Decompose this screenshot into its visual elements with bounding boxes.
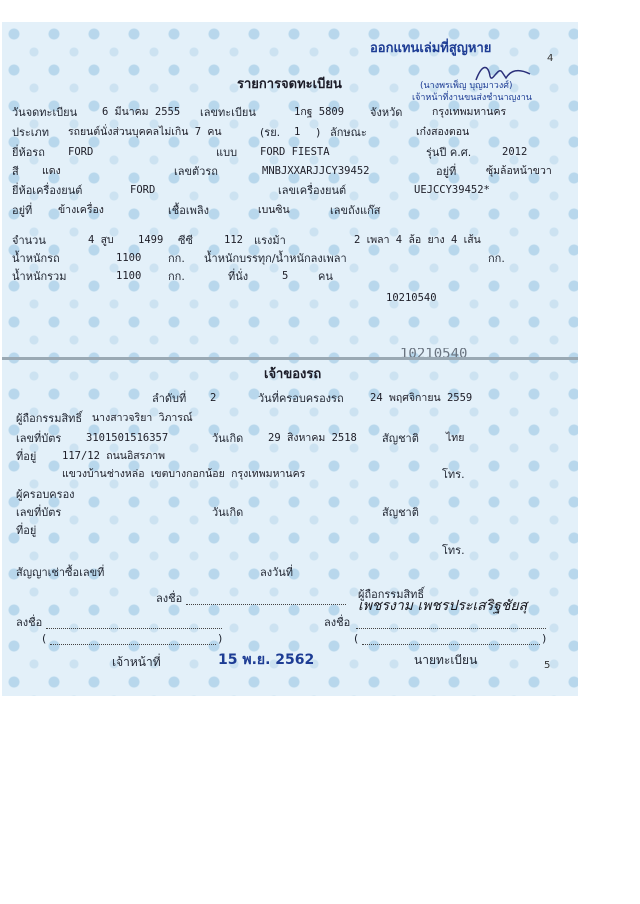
holder-sign-line — [186, 604, 346, 605]
owner-id-label: เลขที่บัตร — [16, 432, 62, 445]
plate-value: 1กฐ 5809 — [294, 106, 345, 118]
owner-address-line2: แขวงบ้านช่างหล่อ เขตบางกอกน้อย กรุงเทพมหานคร — [62, 468, 306, 480]
date-stamp: 15 พ.ย. 2562 — [218, 652, 315, 668]
rs-value: 1 — [294, 126, 301, 138]
model-label: แบบ — [216, 146, 238, 159]
year-label: รุ่นปี ค.ศ. — [426, 146, 472, 159]
stamp-officer-name: (นางพรเพ็ญ บุญมาวงศ์) — [420, 81, 513, 91]
reg-date-label: วันจดทะเบียน — [12, 106, 78, 119]
style-label: ลักษณะ — [330, 126, 367, 139]
reg-date-value: 6 มีนาคม 2555 — [102, 106, 181, 118]
load-unit: กก. — [488, 252, 505, 265]
owner-address-line1: 117/12 ถนนอิสรภาพ — [62, 450, 166, 462]
load-label: น้ำหนักบรรทุก/น้ำหนักลงเพลา — [204, 252, 347, 265]
officer-paren-open: ( — [42, 632, 47, 645]
seats-unit: คน — [318, 270, 333, 283]
holder-nation-label: สัญชาติ — [382, 506, 419, 519]
contract-date-label: ลงวันที่ — [260, 566, 294, 579]
model-value: FORD FIESTA — [260, 146, 330, 158]
style-value: เก๋งสองตอน — [416, 126, 470, 138]
owner-name-label: ผู้ถือกรรมสิทธิ์ — [16, 412, 83, 425]
holder-id-label: เลขที่บัตร — [16, 506, 62, 519]
engine-brand-label: ยี่ห้อเครื่องยนต์ — [12, 184, 83, 197]
owner-dob-label: วันเกิด — [212, 432, 244, 445]
type-value: รถยนต์นั่งส่วนบุคคลไม่เกิน 7 คน — [68, 126, 222, 138]
gross-value: 1100 — [116, 270, 142, 282]
registration-document — [2, 22, 578, 696]
section-title-owner: เจ้าของรถ — [264, 367, 322, 382]
engine-location-value: ข้างเครื่อง — [58, 204, 104, 216]
engine-no-label: เลขเครื่องยนต์ — [278, 184, 347, 197]
registrar-sign-line — [356, 628, 546, 629]
chassis-value: MNBJXXARJJCY39452 — [262, 165, 370, 177]
brand-value: FORD — [68, 146, 94, 158]
holder-sign-label: ลงชื่อ — [156, 592, 183, 605]
document-number-cut: 10210540 — [400, 348, 468, 357]
gas-tank-label: เลขถังแก๊ส — [330, 204, 381, 217]
seats-value: 5 — [282, 270, 289, 282]
registrar-sign-label: ลงชื่อ — [324, 616, 351, 629]
owner-sign-caption: ผู้ถือกรรมสิทธิ์ — [358, 588, 425, 601]
fuel-label: เชื้อเพลิง — [168, 204, 209, 217]
plate-label: เลขทะเบียน — [200, 106, 256, 119]
registrar-paren-close: ) — [542, 632, 547, 645]
officer-sign-label: ลงชื่อ — [16, 616, 43, 629]
weight-unit: กก. — [168, 252, 185, 265]
fuel-value: เบนซิน — [258, 204, 290, 216]
owner-signature: เพชรงาม เพชรประเสริฐชัยสุ — [358, 598, 528, 614]
stamp-officer-position: เจ้าหน้าที่งานขนส่งชำนาญงาน — [412, 93, 532, 103]
weight-label: น้ำหนักรถ — [12, 252, 60, 265]
hp-unit: แรงม้า — [254, 234, 286, 247]
seats-label: ที่นั่ง — [228, 270, 249, 283]
chassis-label: เลขตัวรถ — [174, 165, 218, 178]
gross-unit: กก. — [168, 270, 185, 283]
engine-no-value: UEJCCY39452* — [414, 184, 490, 196]
registrar-name-line — [362, 644, 540, 645]
order-value: 2 — [210, 392, 217, 404]
officer-paren-close: ) — [218, 632, 223, 645]
cylinders-value: 4 สูบ — [88, 234, 114, 246]
color-label: สี — [12, 165, 19, 178]
brand-label: ยี่ห้อรถ — [12, 146, 45, 159]
owner-name-value: นางสาวจริยา วิภารณ์ — [92, 412, 193, 424]
hp-value: 112 — [224, 234, 243, 246]
owner-dob-value: 29 สิงหาคม 2518 — [268, 432, 357, 444]
owner-nation-label: สัญชาติ — [382, 432, 419, 445]
province-value: กรุงเทพมหานคร — [432, 106, 507, 118]
province-label: จังหวัด — [370, 106, 403, 119]
owner-address-label: ที่อยู่ — [16, 450, 37, 463]
owner-id-value: 3101501516357 — [86, 432, 169, 444]
officer-name-line — [50, 644, 216, 645]
chassis-location-label: อยู่ที่ — [436, 165, 457, 178]
engine-brand-value: FORD — [130, 184, 156, 196]
page-number-top: 4 — [547, 53, 554, 64]
possess-date-value: 24 พฤศจิกายน 2559 — [370, 392, 473, 404]
color-value: แดง — [42, 165, 61, 177]
page-number-bottom: 5 — [544, 660, 551, 671]
holder-address-label: ที่อยู่ — [16, 524, 37, 537]
document-number: 10210540 — [386, 292, 437, 304]
section-title-registration: รายการจดทะเบียน — [237, 77, 342, 92]
possess-date-label: วันที่ครอบครองรถ — [258, 392, 344, 405]
count-label: จำนวน — [12, 234, 46, 247]
chassis-location-value: ซุ้มล้อหน้าขวา — [486, 165, 552, 177]
year-value: 2012 — [502, 146, 528, 158]
engine-location-label: อยู่ที่ — [12, 204, 33, 217]
gross-label: น้ำหนักรวม — [12, 270, 67, 283]
order-label: ลำดับที่ — [152, 392, 187, 405]
officer-label: เจ้าหน้าที่ — [112, 655, 161, 669]
contract-label: สัญญาเช่าซื้อเลขที่ — [16, 566, 105, 579]
cc-unit: ซีซี — [178, 234, 193, 247]
owner-tel-label: โทร. — [442, 468, 465, 481]
rs-close: ) — [316, 126, 321, 139]
owner-nation-value: ไทย — [446, 432, 465, 444]
holder-tel-label: โทร. — [442, 544, 465, 557]
axles-value: 2 เพลา 4 ล้อ ยาง 4 เส้น — [354, 234, 481, 246]
registrar-paren-open: ( — [354, 632, 359, 645]
holder-dob-label: วันเกิด — [212, 506, 244, 519]
weight-value: 1100 — [116, 252, 142, 264]
lost-book-stamp-title: ออกแทนเล่มที่สูญหาย — [370, 41, 492, 56]
type-label: ประเภท — [12, 126, 50, 139]
officer-sign-line — [46, 628, 222, 629]
registrar-label: นายทะเบียน — [414, 653, 478, 667]
cc-value: 1499 — [138, 234, 164, 246]
rs-label: (รย. — [260, 126, 281, 139]
holder-label: ผู้ครอบครอง — [16, 488, 75, 501]
